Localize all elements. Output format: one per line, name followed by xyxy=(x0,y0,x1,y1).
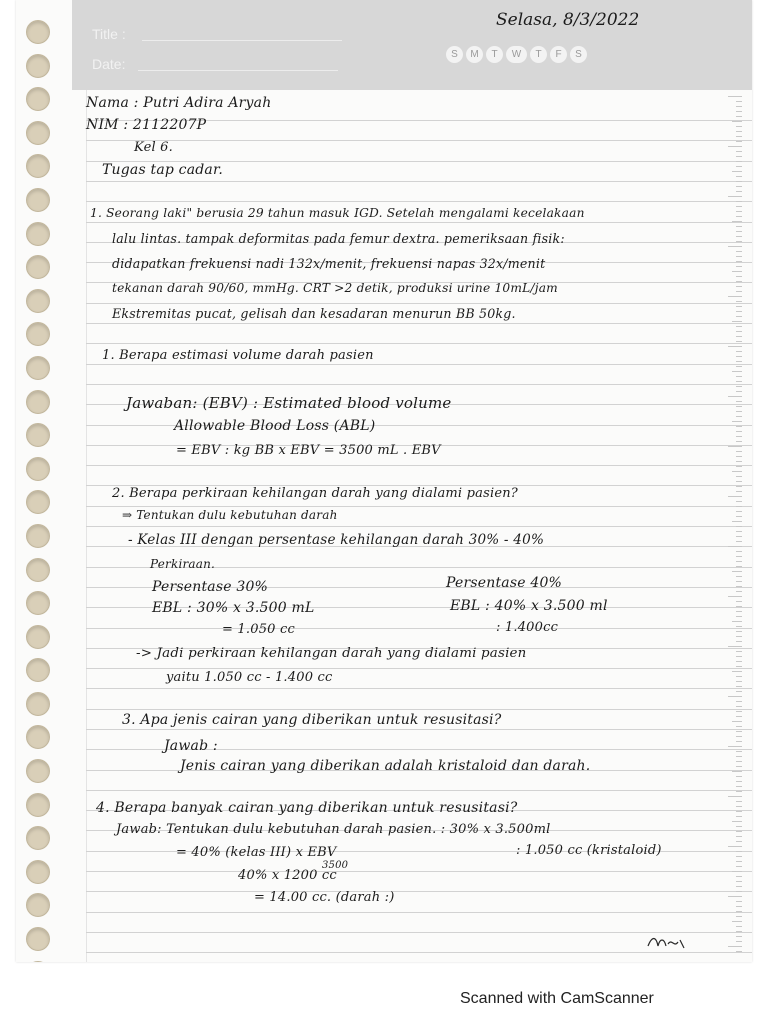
ruler-tick xyxy=(736,476,742,477)
ruler-tick xyxy=(736,401,742,402)
ruler-tick xyxy=(736,416,742,417)
binder-hole xyxy=(26,188,50,212)
binder-hole xyxy=(26,289,50,313)
ruler-tick xyxy=(736,241,742,242)
ruler-tick xyxy=(736,286,742,287)
ruler-tick xyxy=(736,926,742,927)
ruler-tick xyxy=(736,331,742,332)
ruler-tick xyxy=(728,846,742,847)
answer-line: - Kelas III dengan persentase kehilangan darah 30% - 40% xyxy=(128,532,545,548)
binder-hole xyxy=(26,255,50,279)
ruler-tick xyxy=(736,951,742,952)
day-circle: S xyxy=(446,46,463,63)
answer-line: Allowable Blood Loss (ABL) xyxy=(174,418,376,434)
ruler-tick xyxy=(736,911,742,912)
ruler-tick xyxy=(736,756,742,757)
ruler-tick xyxy=(736,211,742,212)
ruler-tick xyxy=(728,596,742,597)
ruler-tick xyxy=(736,276,742,277)
ruler-tick xyxy=(728,196,742,197)
answer-line: Persentase 30% xyxy=(152,579,269,595)
binder-hole xyxy=(26,20,50,44)
answer-line: : 1.050 cc (kristaloid) xyxy=(516,843,662,858)
ruler-tick xyxy=(736,381,742,382)
ruler-tick xyxy=(736,776,742,777)
ruler-tick xyxy=(736,606,742,607)
ruler-tick xyxy=(736,426,742,427)
ruled-line xyxy=(86,891,752,892)
ruled-line xyxy=(86,729,752,730)
ruler-tick xyxy=(736,491,742,492)
binder-hole xyxy=(26,457,50,481)
ruler-tick xyxy=(736,811,742,812)
day-circle: S xyxy=(570,46,587,63)
side-ruler xyxy=(712,96,742,956)
answer-line: : 1.400cc xyxy=(496,620,559,635)
binder-hole xyxy=(26,558,50,582)
binder-hole xyxy=(26,893,50,917)
ruler-tick xyxy=(728,946,742,947)
ruler-tick xyxy=(736,366,742,367)
ruler-tick xyxy=(728,896,742,897)
ruler-tick xyxy=(728,746,742,747)
question-3: 3. Apa jenis cairan yang diberikan untuk resusitasi? xyxy=(122,712,502,728)
ruler-tick xyxy=(736,301,742,302)
binder-hole xyxy=(26,423,50,447)
answer-line: -> Jadi perkiraan kehilangan darah yang dialami pasien xyxy=(136,646,527,661)
ruler-tick xyxy=(736,766,742,767)
ruled-line xyxy=(86,709,752,710)
ruler-tick xyxy=(736,761,742,762)
ruler-tick xyxy=(736,351,742,352)
ruler-tick xyxy=(736,266,742,267)
ruler-tick xyxy=(736,411,742,412)
ruler-tick xyxy=(728,96,742,97)
ruler-tick xyxy=(736,556,742,557)
ruled-line xyxy=(86,526,752,527)
ruler-tick xyxy=(736,201,742,202)
question-4: 4. Berapa banyak cairan yang diberikan untuk resusitasi? xyxy=(96,800,518,816)
day-circle: M xyxy=(466,46,483,63)
ruled-line xyxy=(86,323,752,324)
ruler-tick xyxy=(736,541,742,542)
ruler-tick xyxy=(736,466,742,467)
ruler-tick xyxy=(732,321,742,322)
ruler-tick xyxy=(736,806,742,807)
ruler-tick xyxy=(736,716,742,717)
binder-hole xyxy=(26,692,50,716)
binder-hole xyxy=(26,154,50,178)
ruler-tick xyxy=(736,576,742,577)
ruled-line xyxy=(86,932,752,933)
binder-hole xyxy=(26,793,50,817)
ruler-tick xyxy=(736,281,742,282)
ruler-tick xyxy=(736,486,742,487)
ruler-tick xyxy=(736,116,742,117)
ruler-tick xyxy=(736,256,742,257)
case-line: didapatkan frekuensi nadi 132x/menit, frekuensi napas 32x/menit xyxy=(112,256,546,271)
binder-hole xyxy=(26,961,50,962)
ruler-tick xyxy=(736,336,742,337)
ruler-tick xyxy=(736,186,742,187)
question-1: 1. Berapa estimasi volume darah pasien xyxy=(102,348,374,363)
ruled-line xyxy=(86,181,752,182)
answer-line: Jawab : xyxy=(164,738,218,754)
ruler-tick xyxy=(736,801,742,802)
ruler-tick xyxy=(736,741,742,742)
ruler-tick xyxy=(736,151,742,152)
ruler-tick xyxy=(736,516,742,517)
ruler-tick xyxy=(736,306,742,307)
answer-line: yaitu 1.050 cc - 1.400 cc xyxy=(166,670,333,685)
ruler-tick xyxy=(736,736,742,737)
ruler-tick xyxy=(736,636,742,637)
day-circle: F xyxy=(550,46,567,63)
ruler-tick xyxy=(736,711,742,712)
ruler-tick xyxy=(732,821,742,822)
ruler-tick xyxy=(728,546,742,547)
notebook-page xyxy=(16,0,752,962)
ruler-tick xyxy=(736,406,742,407)
answer-line: = EBV : kg BB x EBV = 3500 mL . EBV xyxy=(176,443,441,458)
ruler-tick xyxy=(736,226,742,227)
answer-line: 40% x 1200 cc xyxy=(238,868,337,883)
ruler-tick xyxy=(736,666,742,667)
ruler-tick xyxy=(736,431,742,432)
ruler-tick xyxy=(736,481,742,482)
ruled-line xyxy=(86,871,752,872)
binder-hole xyxy=(26,121,50,145)
ruler-tick xyxy=(736,386,742,387)
ruler-tick xyxy=(736,706,742,707)
initials-signature xyxy=(646,934,686,952)
ruled-line xyxy=(86,506,752,507)
ruler-tick xyxy=(736,156,742,157)
title-label: Title : xyxy=(92,26,126,42)
ruler-tick xyxy=(736,816,742,817)
answer-line: Perkiraan. xyxy=(150,557,216,571)
ruler-tick xyxy=(736,526,742,527)
ruler-tick xyxy=(736,341,742,342)
binder-hole xyxy=(26,591,50,615)
case-line: Ekstremitas pucat, gelisah dan kesadaran menurun BB 50kg. xyxy=(112,306,516,321)
ruler-tick xyxy=(736,581,742,582)
ruler-tick xyxy=(736,626,742,627)
binder-hole xyxy=(26,390,50,414)
ruler-tick xyxy=(732,121,742,122)
ruler-tick xyxy=(732,371,742,372)
ruler-tick xyxy=(736,691,742,692)
answer-line: EBL : 30% x 3.500 mL xyxy=(152,600,315,616)
ruled-line xyxy=(86,790,752,791)
ruler-tick xyxy=(736,326,742,327)
answer-line: Jenis cairan yang diberikan adalah kristaloid dan darah. xyxy=(180,758,591,774)
ruler-tick xyxy=(736,751,742,752)
ruler-tick xyxy=(736,361,742,362)
ruler-tick xyxy=(736,611,742,612)
ruler-tick xyxy=(736,216,742,217)
ruler-tick xyxy=(736,236,742,237)
ruler-tick xyxy=(728,396,742,397)
ruler-tick xyxy=(736,206,742,207)
ruler-tick xyxy=(732,271,742,272)
title-line xyxy=(142,40,342,41)
name-line: Nama : Putri Adira Aryah xyxy=(86,95,272,111)
ruler-tick xyxy=(736,166,742,167)
ruler-tick xyxy=(732,871,742,872)
answer-line: = 1.050 cc xyxy=(222,622,295,637)
ruled-line xyxy=(86,364,752,365)
ruler-tick xyxy=(736,461,742,462)
ruler-tick xyxy=(736,511,742,512)
ruler-tick xyxy=(736,841,742,842)
ruled-line xyxy=(86,465,752,466)
ruler-tick xyxy=(736,941,742,942)
ruler-tick xyxy=(736,451,742,452)
ruler-tick xyxy=(728,696,742,697)
ruler-tick xyxy=(736,931,742,932)
binder-hole xyxy=(26,725,50,749)
ruler-tick xyxy=(732,521,742,522)
ruler-tick xyxy=(736,531,742,532)
answer-line: 3500 xyxy=(322,860,349,871)
ruler-tick xyxy=(736,661,742,662)
ruler-tick xyxy=(732,771,742,772)
ruler-tick xyxy=(736,641,742,642)
ruler-tick xyxy=(736,826,742,827)
binder-hole xyxy=(26,658,50,682)
ruler-tick xyxy=(736,731,742,732)
answer-line: Jawaban: (EBV) : Estimated blood volume xyxy=(126,394,452,412)
ruler-tick xyxy=(732,171,742,172)
ruler-tick xyxy=(736,856,742,857)
ruler-tick xyxy=(732,721,742,722)
ruler-tick xyxy=(736,916,742,917)
ruler-tick xyxy=(736,391,742,392)
ruler-tick xyxy=(736,591,742,592)
answer-line: EBL : 40% x 3.500 ml xyxy=(450,598,608,614)
ruler-tick xyxy=(736,551,742,552)
binder-hole xyxy=(26,222,50,246)
ruler-tick xyxy=(732,421,742,422)
ruler-tick xyxy=(736,881,742,882)
ruler-tick xyxy=(732,621,742,622)
day-circle: T xyxy=(486,46,503,63)
ruler-tick xyxy=(736,786,742,787)
binder-hole xyxy=(26,356,50,380)
case-line: tekanan darah 90/60, mmHg. CRT >2 detik, produksi urine 10mL/jam xyxy=(112,281,558,295)
ruler-tick xyxy=(736,631,742,632)
ruler-tick xyxy=(736,111,742,112)
ruler-tick xyxy=(736,191,742,192)
ruler-tick xyxy=(736,886,742,887)
answer-line: Jawab: Tentukan dulu kebutuhan darah pasien. : 30% x 3.500ml xyxy=(116,822,551,837)
ruler-tick xyxy=(736,586,742,587)
ruler-tick xyxy=(736,836,742,837)
ruler-tick xyxy=(736,701,742,702)
ruler-tick xyxy=(736,866,742,867)
ruler-tick xyxy=(736,136,742,137)
ruler-tick xyxy=(736,356,742,357)
ruler-tick xyxy=(736,231,742,232)
binder-holes xyxy=(26,20,56,962)
ruler-tick xyxy=(736,261,742,262)
ruler-tick xyxy=(736,791,742,792)
binder-hole xyxy=(26,860,50,884)
ruler-tick xyxy=(728,646,742,647)
ruled-line xyxy=(86,201,752,202)
ruler-tick xyxy=(736,616,742,617)
ruler-tick xyxy=(732,921,742,922)
written-date: Selasa, 8/3/2022 xyxy=(496,10,640,30)
ruler-tick xyxy=(736,291,742,292)
ruler-tick xyxy=(736,311,742,312)
ruler-tick xyxy=(736,831,742,832)
day-circle: W xyxy=(506,46,527,63)
ruler-tick xyxy=(736,101,742,102)
ruler-tick xyxy=(736,901,742,902)
ruler-tick xyxy=(736,141,742,142)
ruled-line xyxy=(86,952,752,953)
question-2: 2. Berapa perkiraan kehilangan darah yang dialami pasien? xyxy=(112,486,518,501)
ruler-tick xyxy=(728,246,742,247)
ruler-tick xyxy=(736,251,742,252)
ruler-tick xyxy=(736,316,742,317)
ruled-line xyxy=(86,303,752,304)
ruler-tick xyxy=(736,441,742,442)
binder-hole xyxy=(26,927,50,951)
ruled-line xyxy=(86,140,752,141)
ruler-tick xyxy=(736,876,742,877)
answer-line: = 40% (kelas III) x EBV xyxy=(176,845,337,860)
ruler-tick xyxy=(736,181,742,182)
ruler-tick xyxy=(736,891,742,892)
ruler-tick xyxy=(732,221,742,222)
ruled-line xyxy=(86,384,752,385)
answer-line: ⇒ Tentukan dulu kebutuhan darah xyxy=(122,508,338,522)
ruler-tick xyxy=(736,676,742,677)
ruler-tick xyxy=(732,471,742,472)
ruler-tick xyxy=(736,936,742,937)
ruled-line xyxy=(86,688,752,689)
ruler-tick xyxy=(728,296,742,297)
binder-hole xyxy=(26,54,50,78)
ruler-tick xyxy=(736,861,742,862)
ruler-tick xyxy=(736,106,742,107)
ruler-tick xyxy=(736,561,742,562)
ruler-tick xyxy=(736,686,742,687)
day-circle: T xyxy=(530,46,547,63)
ruler-tick xyxy=(736,566,742,567)
ruler-tick xyxy=(736,656,742,657)
ruler-tick xyxy=(732,571,742,572)
ruler-tick xyxy=(728,146,742,147)
ruler-tick xyxy=(736,726,742,727)
ruler-tick xyxy=(728,446,742,447)
ruled-line xyxy=(86,628,752,629)
binder-hole xyxy=(26,759,50,783)
ruler-tick xyxy=(736,506,742,507)
ruler-tick xyxy=(736,681,742,682)
case-line: 1. Seorang laki" berusia 29 tahun masuk IGD. Setelah mengalami kecelakaan xyxy=(90,206,585,220)
ruled-line xyxy=(86,343,752,344)
ruled-line xyxy=(86,668,752,669)
ruled-line xyxy=(86,912,752,913)
binder-hole xyxy=(26,87,50,111)
answer-line: Persentase 40% xyxy=(446,575,563,591)
nim-line: NIM : 2112207P xyxy=(86,117,207,133)
binder-hole xyxy=(26,322,50,346)
ruler-tick xyxy=(728,796,742,797)
ruler-tick xyxy=(736,456,742,457)
ruler-tick xyxy=(732,671,742,672)
answer-line: = 14.00 cc. (darah :) xyxy=(254,890,395,905)
ruler-tick xyxy=(736,851,742,852)
binder-hole xyxy=(26,524,50,548)
date-label: Date: xyxy=(92,56,126,72)
ruler-tick xyxy=(736,501,742,502)
ruler-tick xyxy=(736,536,742,537)
header-band xyxy=(72,0,752,90)
binder-hole xyxy=(26,625,50,649)
ruler-tick xyxy=(728,496,742,497)
case-line: lalu lintas. tampak deformitas pada femur dextra. pemeriksaan fisik: xyxy=(112,231,565,246)
assignment-title: Tugas tap cadar. xyxy=(102,162,223,178)
weekday-circles xyxy=(446,46,587,63)
date-line xyxy=(138,70,338,71)
ruler-tick xyxy=(736,651,742,652)
ruler-tick xyxy=(736,131,742,132)
ruler-tick xyxy=(736,376,742,377)
group-line: Kel 6. xyxy=(134,140,173,155)
ruler-tick xyxy=(736,176,742,177)
ruler-tick xyxy=(736,126,742,127)
binder-hole xyxy=(26,490,50,514)
binder-hole xyxy=(26,826,50,850)
ruled-line xyxy=(86,222,752,223)
ruler-tick xyxy=(736,436,742,437)
scanner-watermark: Scanned with CamScanner xyxy=(460,990,654,1007)
ruler-tick xyxy=(736,906,742,907)
ruler-tick xyxy=(728,346,742,347)
ruler-tick xyxy=(736,161,742,162)
ruler-tick xyxy=(736,781,742,782)
ruler-tick xyxy=(736,601,742,602)
